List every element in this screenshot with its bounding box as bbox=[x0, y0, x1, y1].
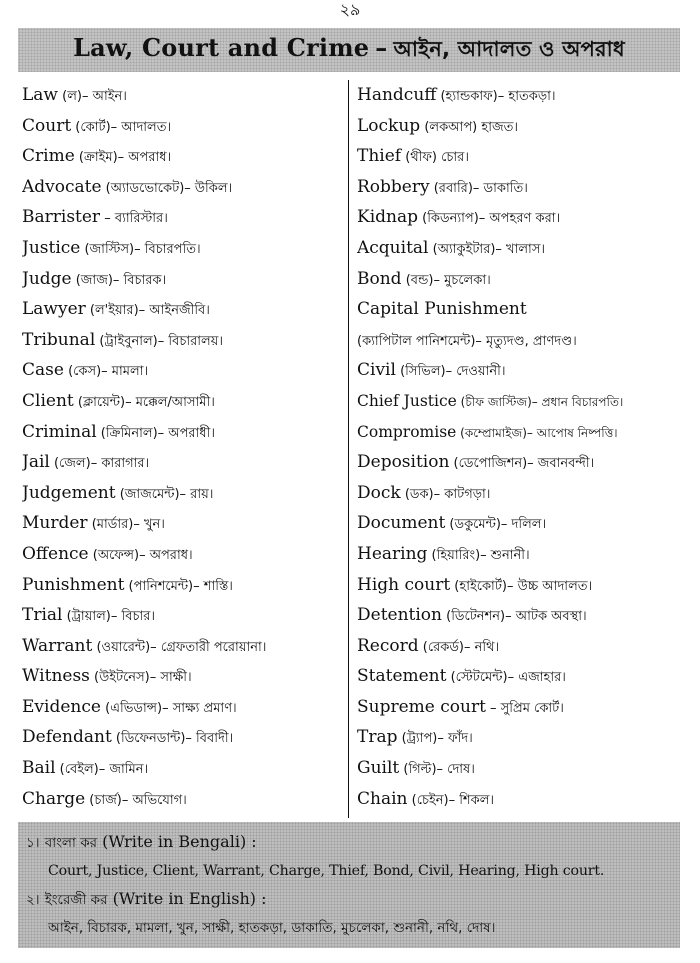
entry-english-word: Robbery bbox=[357, 176, 430, 197]
exercise-1-content: Court, Justice, Client, Warrant, Charge, Thief, Bond, Civil, Hearing, High court. bbox=[48, 862, 605, 879]
entry-english-word: Bond bbox=[357, 268, 402, 289]
vocabulary-entry bbox=[22, 600, 348, 631]
entry-english-word: Civil bbox=[357, 360, 396, 381]
vocabulary-entry bbox=[22, 202, 348, 233]
entry-english-word: Client bbox=[22, 390, 74, 411]
entry-english-word: Law bbox=[22, 85, 58, 105]
vocabulary-entry bbox=[357, 661, 680, 692]
vocabulary-entry bbox=[357, 447, 680, 478]
entry-bengali-meaning: (ডকুমেন্ট)– দলিল। bbox=[445, 517, 547, 533]
entry-english-word: Bail bbox=[22, 758, 56, 779]
entry-bengali-meaning: – সুপ্রিম কোর্ট। bbox=[485, 700, 564, 716]
entry-bengali-meaning: (অফেন্স)– অপরাধ। bbox=[88, 547, 193, 563]
entry-english-word: Barrister bbox=[22, 207, 101, 228]
vocabulary-entry bbox=[357, 264, 680, 295]
entry-english-word: Dock bbox=[357, 482, 401, 503]
vocabulary-entry bbox=[357, 784, 680, 815]
entry-bengali-meaning: (চার্জ)– অভিযোগ। bbox=[85, 792, 187, 808]
entry-english-word: Court bbox=[22, 115, 72, 136]
entry-english-word: Evidence bbox=[22, 696, 101, 717]
vocabulary-entry bbox=[357, 692, 680, 723]
entry-bengali-meaning: (কোর্ট)– আদালত। bbox=[71, 119, 172, 135]
entry-bengali-meaning: (কেস)– মামলা। bbox=[63, 364, 149, 380]
entry-english-word: Warrant bbox=[22, 635, 93, 656]
entry-bengali-meaning: (ট্রায়াল)– বিচার। bbox=[62, 609, 156, 625]
entry-bengali-meaning: (পানিশমেন্ট)– শাস্তি। bbox=[124, 578, 233, 594]
entry-english-word: Crime bbox=[22, 146, 75, 167]
entry-bengali-meaning: (রেকর্ড)– নথি। bbox=[418, 639, 500, 655]
exercise-1-number: ১। bbox=[26, 835, 40, 851]
entry-english-word: Capital Punishment bbox=[357, 299, 527, 320]
vocabulary-entry bbox=[357, 111, 680, 142]
exercise-2-english-label: (Write in English) : bbox=[112, 889, 267, 908]
vocabulary-entry bbox=[22, 233, 348, 264]
vocabulary-entry bbox=[22, 570, 348, 601]
entry-english-word: Defendant bbox=[22, 727, 112, 748]
vocabulary-entry bbox=[22, 141, 348, 172]
entry-bengali-meaning: (ল)– আইন। bbox=[57, 89, 127, 104]
entry-bengali-meaning: (জাজ)– বিচারক। bbox=[71, 272, 167, 288]
entry-english-word: Jail bbox=[22, 452, 50, 473]
vocabulary-entry bbox=[22, 111, 348, 142]
entry-bengali-meaning: (অ্যাকুইটার)– খালাস। bbox=[428, 241, 546, 257]
vocabulary-entry bbox=[22, 631, 348, 662]
exercise-2-number: ২। bbox=[26, 892, 40, 908]
entry-english-word: Trial bbox=[22, 605, 63, 626]
vocabulary-entry bbox=[357, 631, 680, 662]
entry-bengali-meaning: (ক্লায়েন্ট)– মক্কেল/আসামী। bbox=[73, 394, 215, 410]
entry-english-word: Hearing bbox=[357, 543, 428, 564]
vocabulary-entry bbox=[22, 355, 348, 386]
entry-bengali-meaning: (ট্র্যাপ)– ফাঁদ। bbox=[397, 731, 473, 747]
entry-english-word: Record bbox=[357, 635, 419, 656]
vocabulary-entry bbox=[357, 233, 680, 264]
entry-english-word: Lockup bbox=[357, 115, 421, 136]
entry-english-word: Guilt bbox=[357, 758, 400, 779]
entry-english-word: High court bbox=[357, 574, 451, 595]
vocabulary-entry bbox=[22, 661, 348, 692]
entry-bengali-meaning: (মার্ডার)– খুন। bbox=[87, 517, 165, 533]
entry-bengali-meaning: (হাইকোর্ট)– উচ্চ আদালত। bbox=[450, 578, 593, 594]
vocabulary-entry bbox=[357, 600, 680, 631]
entry-bengali-meaning: – ব্যারিস্টার। bbox=[100, 211, 168, 227]
entry-bengali-meaning: (ক্রাইম)– অপরাধ। bbox=[74, 150, 172, 166]
vocabulary-entry bbox=[22, 692, 348, 723]
vocabulary-entry bbox=[357, 417, 680, 448]
vocabulary-entry bbox=[357, 80, 680, 111]
entry-english-word: Document bbox=[357, 513, 446, 534]
vocabulary-entry bbox=[22, 508, 348, 539]
vocabulary-columns bbox=[18, 80, 680, 818]
exercise-box bbox=[18, 822, 680, 948]
left-vocabulary-column bbox=[18, 80, 349, 818]
entry-english-word: Chain bbox=[357, 788, 408, 809]
entry-bengali-meaning: (অ্যাডভোকেট)– উকিল। bbox=[101, 180, 233, 196]
entry-bengali-meaning: (বেইল)– জামিন। bbox=[55, 762, 149, 778]
entry-english-word: Case bbox=[22, 360, 64, 381]
entry-bengali-meaning: (জেল)– কারাগার। bbox=[49, 456, 150, 472]
entry-english-word: Advocate bbox=[22, 176, 102, 197]
entry-bengali-meaning: (ডিফেনডান্ট)– বিবাদী। bbox=[111, 731, 234, 747]
entry-bengali-meaning: (ক্রিমিনাল)– অপরাধী। bbox=[96, 425, 215, 441]
entry-english-word: Charge bbox=[22, 788, 86, 809]
entry-bengali-meaning: (ল'ইয়ার)– আইনজীবি। bbox=[85, 303, 210, 319]
entry-bengali-meaning: (ডিটেনশন)– আটক অবস্থা। bbox=[441, 609, 587, 625]
entry-bengali-meaning: (ওয়ারেন্ট)– গ্রেফতারী পরোয়ানা। bbox=[92, 639, 267, 655]
vocabulary-entry bbox=[22, 417, 348, 448]
vocabulary-entry bbox=[22, 80, 348, 111]
vocabulary-entry bbox=[357, 386, 680, 417]
page-number: ২৯ bbox=[339, 0, 361, 19]
entry-english-word: Supreme court bbox=[357, 696, 486, 717]
entry-english-word: Offence bbox=[22, 543, 89, 564]
vocabulary-entry bbox=[22, 294, 348, 325]
entry-bengali-meaning: (রবারি)– ডাকাতি। bbox=[429, 180, 528, 196]
entry-english-word: Murder bbox=[22, 513, 88, 534]
entry-english-word: Chief Justice bbox=[357, 391, 457, 410]
title-bengali: আইন, আদালত ও অপরাধ bbox=[393, 36, 625, 61]
title-banner bbox=[18, 28, 680, 72]
vocabulary-entry bbox=[22, 753, 348, 784]
vocabulary-entry bbox=[357, 141, 680, 172]
exercise-2-heading bbox=[26, 885, 672, 914]
vocabulary-entry bbox=[22, 784, 348, 815]
vocabulary-entry bbox=[357, 325, 680, 356]
vocabulary-entry bbox=[357, 294, 680, 325]
entry-bengali-meaning: (জাস্টিস)– বিচারপতি। bbox=[80, 241, 201, 257]
entry-bengali-meaning: (লকআপ) হাজত। bbox=[420, 119, 518, 135]
entry-bengali-meaning: (এভিডান্স)– সাক্ষ্য প্রমাণ। bbox=[100, 700, 237, 716]
entry-bengali-meaning: (ডেপোজিশন)– জবানবন্দী। bbox=[449, 456, 595, 472]
vocabulary-entry bbox=[357, 478, 680, 509]
vocabulary-entry bbox=[22, 172, 348, 203]
entry-bengali-meaning: (থীফ) চোর। bbox=[401, 150, 469, 166]
entry-english-word: Judge bbox=[22, 268, 72, 289]
right-vocabulary-column bbox=[349, 80, 680, 818]
entry-english-word: Handcuff bbox=[357, 85, 437, 105]
entry-bengali-meaning: (উইটনেস)– সাক্ষী। bbox=[89, 670, 192, 686]
entry-bengali-meaning: (চেইন)– শিকল। bbox=[407, 792, 495, 808]
entry-english-word: Tribunal bbox=[22, 329, 96, 350]
exercise-2-content: আইন, বিচারক, মামলা, খুন, সাক্ষী, হাতকড়া, ডাকাতি, মুচলেকা, শুনানী, নথি, দোষ। bbox=[48, 919, 496, 936]
vocabulary-entry bbox=[357, 508, 680, 539]
vocabulary-entry bbox=[357, 355, 680, 386]
entry-english-word: Punishment bbox=[22, 574, 125, 595]
page-title bbox=[73, 33, 625, 68]
vocabulary-entry bbox=[357, 202, 680, 233]
exercise-2-bengali-label: ইংরেজী কর bbox=[44, 892, 108, 908]
entry-english-word: Detention bbox=[357, 605, 442, 626]
entry-english-word: Criminal bbox=[22, 421, 97, 442]
vocabulary-entry bbox=[357, 539, 680, 570]
entry-bengali-meaning: (গিল্ট)– দোষ। bbox=[399, 762, 475, 778]
entry-bengali-meaning: (কম্প্রোমাইজ)– আপোষ নিষ্পত্তি। bbox=[456, 425, 618, 440]
exercise-1-heading bbox=[26, 828, 672, 857]
entry-english-word: Compromise bbox=[357, 422, 457, 441]
title-dash: – bbox=[375, 32, 388, 62]
entry-bengali-meaning: (জাজমেন্ট)– রায়। bbox=[115, 486, 214, 502]
vocabulary-entry bbox=[357, 753, 680, 784]
entry-bengali-meaning: (চীফ জাস্টিজ)– প্রধান বিচারপতি। bbox=[456, 394, 624, 409]
entry-english-word: Deposition bbox=[357, 452, 450, 473]
entry-bengali-meaning: (ক্যাপিটাল পানিশমেন্ট)– মৃত্যুদণ্ড, প্রাণদণ্ড। bbox=[357, 333, 577, 349]
entry-english-word: Thief bbox=[357, 146, 402, 167]
vocabulary-entry bbox=[357, 172, 680, 203]
entry-bengali-meaning: (হিয়ারিং)– শুনানী। bbox=[427, 547, 530, 563]
title-english: Law, Court and Crime bbox=[73, 32, 370, 62]
entry-bengali-meaning: (কিডন্যাপ)– অপহরণ করা। bbox=[418, 211, 561, 227]
entry-bengali-meaning: (বন্ড)– মুচলেকা। bbox=[401, 272, 491, 288]
entry-english-word: Trap bbox=[357, 727, 398, 748]
vocabulary-entry bbox=[22, 722, 348, 753]
vocabulary-entry bbox=[22, 478, 348, 509]
vocabulary-entry bbox=[22, 539, 348, 570]
vocabulary-entry bbox=[22, 447, 348, 478]
vocabulary-entry bbox=[22, 325, 348, 356]
entry-english-word: Lawyer bbox=[22, 299, 86, 320]
entry-english-word: Acquital bbox=[357, 237, 429, 258]
entry-english-word: Statement bbox=[357, 666, 447, 687]
exercise-1-english-label: (Write in Bengali) : bbox=[102, 832, 257, 851]
entry-english-word: Justice bbox=[22, 237, 81, 258]
entry-bengali-meaning: (ট্রাইবুনাল)– বিচারালয়। bbox=[95, 333, 224, 349]
entry-bengali-meaning: (হ্যান্ডকাফ)– হাতকড়া। bbox=[436, 89, 556, 104]
entry-english-word: Witness bbox=[22, 666, 90, 687]
vocabulary-entry bbox=[22, 386, 348, 417]
entry-bengali-meaning: (সিভিল)– দেওয়ানী। bbox=[395, 364, 506, 380]
vocabulary-entry bbox=[22, 264, 348, 295]
entry-bengali-meaning: (স্টেটমেন্ট)– এজাহার। bbox=[446, 670, 566, 686]
vocabulary-entry bbox=[357, 570, 680, 601]
entry-bengali-meaning: (ডক)– কাটগড়া। bbox=[400, 486, 491, 502]
entry-english-word: Judgement bbox=[22, 482, 116, 503]
exercise-1-bengali-label: বাংলা কর bbox=[44, 835, 98, 851]
vocabulary-entry bbox=[357, 722, 680, 753]
entry-english-word: Kidnap bbox=[357, 207, 418, 228]
